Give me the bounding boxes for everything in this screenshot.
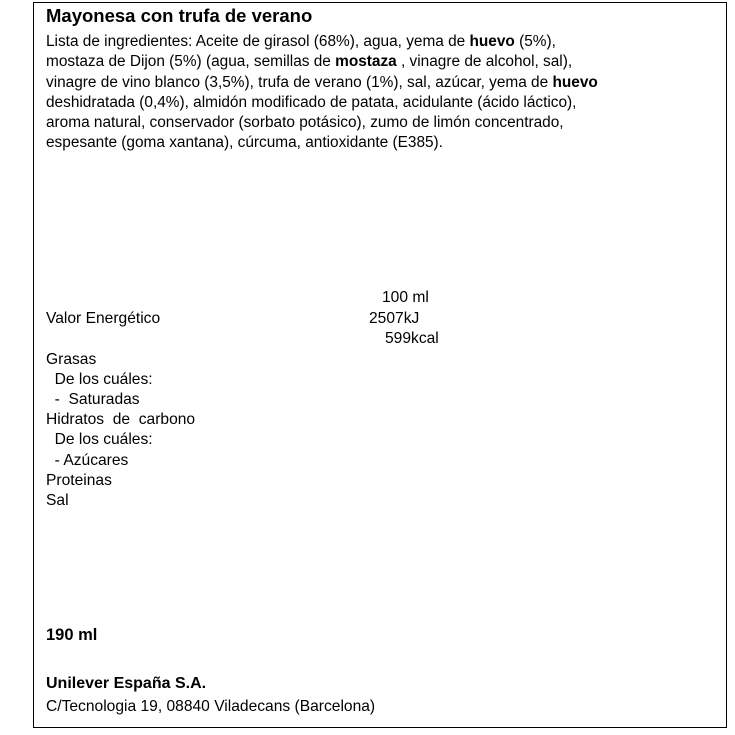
ingredients-line <box>46 32 716 52</box>
ingredient-text: aroma natural, conservador (sorbato potásico), zumo de limón concentrado, <box>46 114 564 132</box>
ingredient-text: (5%), <box>514 33 556 50</box>
ingredients-line <box>46 113 716 133</box>
energy-kj: 2507kJ <box>369 310 420 327</box>
ingredients-list <box>46 32 716 154</box>
ingredient-text: Lista de ingredientes: Aceite de girasol (68%), agua, yema de <box>46 33 470 50</box>
nutrition-row-label: - Saturadas <box>46 391 140 408</box>
ingredient-text: espesante (goma xantana), cúrcuma, antioxidante (E385). <box>46 134 443 152</box>
net-quantity: 190 ml <box>46 626 98 644</box>
nutrition-row-label: Sal <box>46 492 69 509</box>
allergen-text: huevo <box>552 73 598 91</box>
ingredients-line <box>46 133 716 153</box>
energy-kcal: 599kcal <box>385 330 439 347</box>
ingredients-line <box>46 93 716 113</box>
ingredient-text: mostaza de Dijon (5%) (agua, semillas de <box>46 53 336 71</box>
ingredients-line <box>46 52 716 72</box>
nutrition-row-label: - Azúcares <box>46 452 129 469</box>
nutrition-row-label: De los cuáles: <box>46 371 153 388</box>
energy-label: Valor Energético <box>46 310 161 327</box>
label-frame <box>33 2 727 728</box>
nutrition-row-label: De los cuáles: <box>46 431 153 448</box>
allergen-text: huevo <box>469 33 515 50</box>
manufacturer-address: C/Tecnologia 19, 08840 Viladecans (Barcelona) <box>46 698 376 715</box>
product-title: Mayonesa con trufa de verano <box>46 5 313 26</box>
allergen-text: mostaza <box>335 53 397 71</box>
nutrition-row-label: Grasas <box>46 351 97 368</box>
nutrition-header: 100 ml <box>382 289 429 306</box>
ingredient-text: deshidratada (0,4%), almidón modificado de patata, acidulante (ácido láctico), <box>46 93 577 111</box>
ingredient-text: vinagre de vino blanco (3,5%), trufa de verano (1%), sal, azúcar, yema de <box>46 73 553 91</box>
nutrition-row-label: Hidratos de carbono <box>46 411 196 428</box>
ingredient-text: , vinagre de alcohol, sal), <box>396 53 573 71</box>
nutrition-row-label: Proteinas <box>46 472 112 489</box>
manufacturer-name: Unilever España S.A. <box>46 675 207 692</box>
ingredients-line <box>46 73 716 93</box>
